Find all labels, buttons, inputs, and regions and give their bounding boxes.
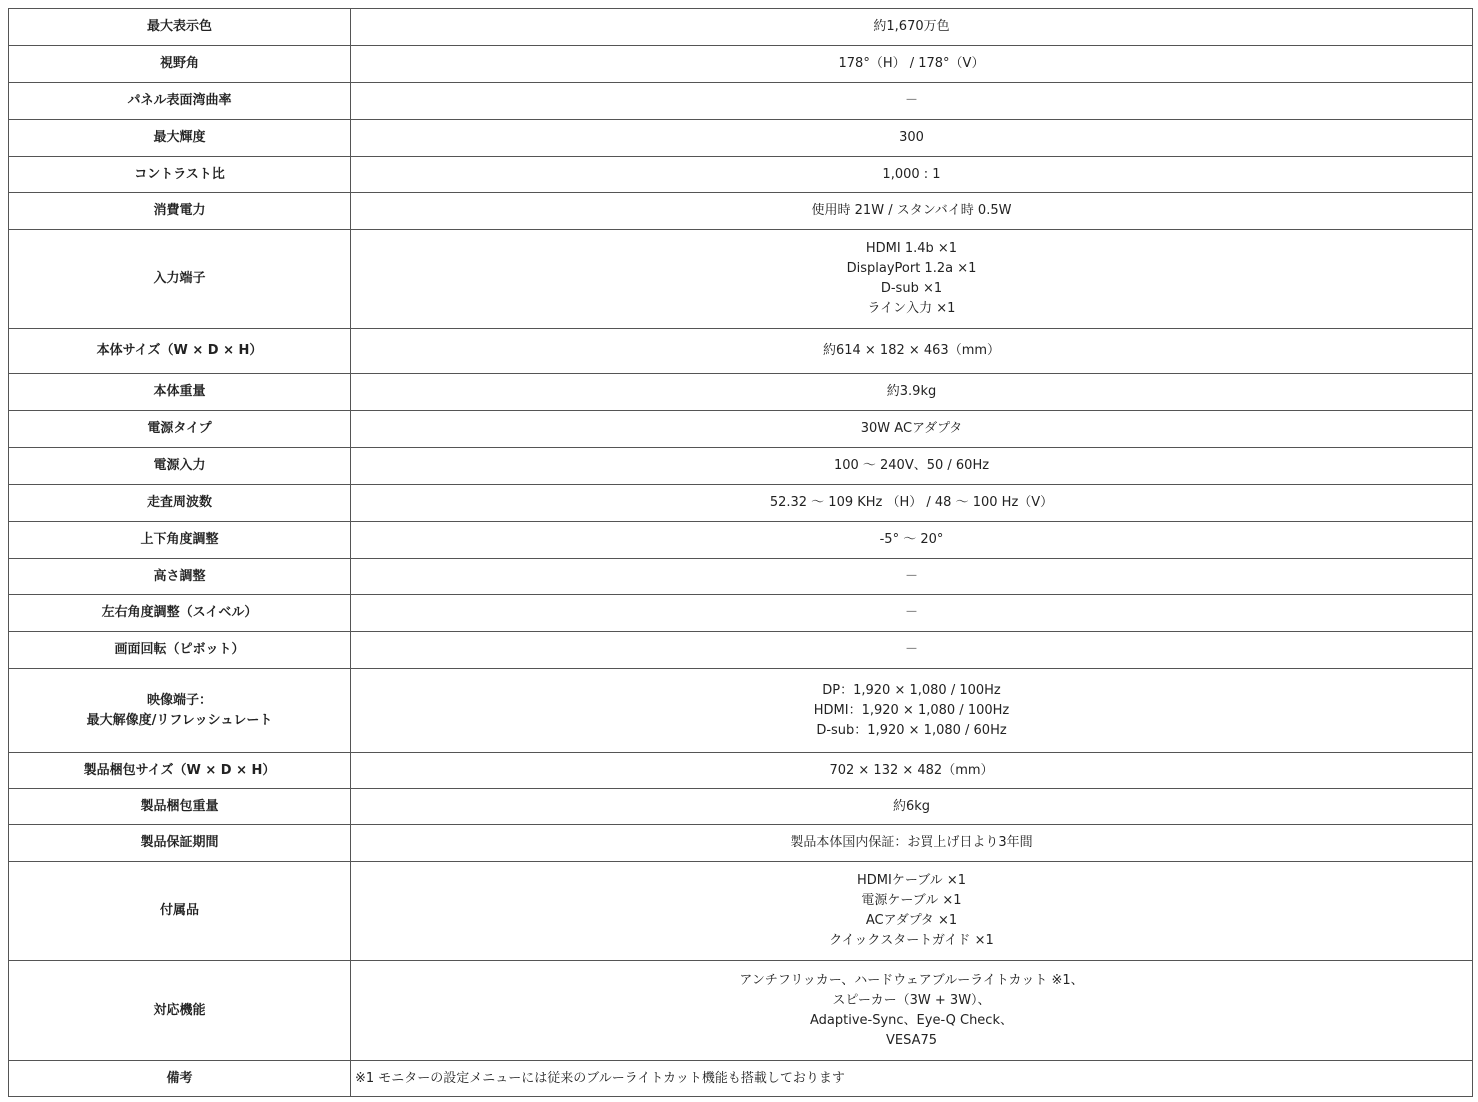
spec-value: 702 × 132 × 482（mm） — [829, 762, 994, 778]
spec-value: 100 ～ 240V、50 / 60Hz — [833, 458, 990, 473]
spec-value: 52.32 ～ 109 KHz （H） / 48 ～ 100 Hz（V） — [769, 495, 1054, 510]
table-row — [9, 374, 1473, 411]
spec-label: 左右角度調整（スイベル） — [101, 605, 258, 620]
spec-value: スピーカー（3W + 3W）、 — [832, 992, 991, 1008]
spec-value: D-sub：1,920 × 1,080 / 60Hz — [816, 722, 1007, 738]
table-row — [9, 559, 1473, 595]
table-row — [9, 595, 1473, 632]
spec-label: 走査周波数 — [146, 495, 212, 510]
spec-label: 上下角度調整 — [140, 532, 219, 547]
spec-value: － — [904, 642, 918, 657]
spec-label: 映像端子： — [146, 692, 212, 708]
table-row — [9, 329, 1473, 374]
spec-value-cell — [351, 230, 1473, 329]
spec-label: 製品保証期間 — [140, 835, 219, 850]
spec-value-cell — [351, 193, 1473, 230]
spec-label: 対応機能 — [153, 1002, 206, 1018]
spec-value: -5° ～ 20° — [879, 532, 944, 547]
spec-value: 使用時 21W / スタンバイ時 0.5W — [811, 203, 1012, 218]
spec-value: 178°（H） / 178°（V） — [838, 56, 985, 71]
table-row — [9, 825, 1473, 862]
spec-label: 最大表示色 — [146, 19, 212, 34]
table-row — [9, 961, 1473, 1061]
spec-value: DisplayPort 1.2a ×1 — [846, 261, 977, 276]
table-row — [9, 485, 1473, 522]
spec-value: アンチフリッカー、ハードウェアブルーライトカット ※1、 — [739, 972, 1084, 988]
spec-label-cell — [9, 448, 351, 485]
spec-label-cell — [9, 9, 351, 46]
spec-label: 入力端子 — [153, 271, 206, 286]
spec-value: 1,000 : 1 — [882, 166, 941, 182]
spec-value-cell — [351, 157, 1473, 193]
spec-label: 電源入力 — [153, 458, 206, 473]
spec-value-cell — [351, 485, 1473, 522]
table-row — [9, 411, 1473, 448]
spec-label-cell — [9, 1061, 351, 1097]
spec-label-cell — [9, 485, 351, 522]
spec-value-cell — [351, 46, 1473, 83]
table-row — [9, 120, 1473, 157]
table-row — [9, 157, 1473, 193]
spec-label: パネル表面湾曲率 — [127, 93, 232, 108]
spec-value: VESA75 — [885, 1032, 938, 1048]
spec-label: 消費電力 — [153, 203, 206, 218]
spec-label-cell — [9, 753, 351, 789]
table-row — [9, 522, 1473, 559]
spec-label: 最大輝度 — [153, 130, 206, 145]
spec-value-cell — [351, 632, 1473, 669]
spec-value: ライン入力 ×1 — [867, 301, 956, 316]
spec-value-cell — [351, 522, 1473, 559]
spec-label-cell — [9, 961, 351, 1061]
table-row — [9, 9, 1473, 46]
table-row — [9, 669, 1473, 753]
spec-label-cell — [9, 559, 351, 595]
spec-value: D-sub ×1 — [880, 281, 943, 296]
spec-label: 視野角 — [159, 56, 199, 71]
spec-value: 約3.9kg — [886, 384, 937, 399]
table-row — [9, 46, 1473, 83]
spec-label-cell — [9, 522, 351, 559]
table-row — [9, 789, 1473, 825]
spec-value-cell — [351, 669, 1473, 753]
table-row — [9, 83, 1473, 120]
spec-label-cell — [9, 120, 351, 157]
spec-value-cell — [351, 559, 1473, 595]
spec-value: － — [904, 605, 918, 620]
spec-label-cell — [9, 83, 351, 120]
spec-value: ※1 モニターの設定メニューには従来のブルーライトカット機能も搭載しております — [355, 1070, 845, 1086]
spec-value-cell — [351, 329, 1473, 374]
spec-label: 本体重量 — [153, 384, 206, 399]
spec-value: 製品本体国内保証：お買上げ日より3年間 — [790, 835, 1033, 850]
spec-value: － — [904, 93, 918, 108]
spec-value: クイックスタートガイド ×1 — [829, 933, 994, 948]
spec-label: 製品梱包重量 — [140, 798, 219, 814]
spec-label: 高さ調整 — [153, 568, 206, 584]
spec-label-cell — [9, 329, 351, 374]
spec-value: 約6kg — [892, 798, 931, 814]
table-row — [9, 193, 1473, 230]
spec-value-cell — [351, 753, 1473, 789]
spec-label-cell — [9, 157, 351, 193]
spec-value-cell — [351, 448, 1473, 485]
spec-value: HDMI 1.4b ×1 — [865, 241, 958, 256]
spec-label: 最大解像度/リフレッシュレート — [86, 712, 273, 728]
spec-value-cell — [351, 595, 1473, 632]
spec-label: 電源タイプ — [147, 421, 212, 436]
spec-label-cell — [9, 862, 351, 961]
spec-value: HDMIケーブル ×1 — [857, 873, 966, 888]
spec-value-cell — [351, 825, 1473, 862]
spec-label-cell — [9, 669, 351, 753]
spec-value: 約1,670万色 — [873, 19, 950, 34]
spec-value: 約614 × 182 × 463（mm） — [822, 343, 1001, 358]
spec-value-cell — [351, 83, 1473, 120]
table-row — [9, 753, 1473, 789]
spec-value: 300 — [899, 130, 924, 145]
spec-table — [8, 8, 1473, 1097]
spec-label-cell — [9, 193, 351, 230]
spec-label-cell — [9, 825, 351, 862]
spec-value-cell — [351, 374, 1473, 411]
spec-value: HDMI：1,920 × 1,080 / 100Hz — [813, 702, 1010, 718]
spec-label-cell — [9, 411, 351, 448]
spec-label-cell — [9, 374, 351, 411]
table-row — [9, 632, 1473, 669]
spec-label-cell — [9, 230, 351, 329]
spec-label: 本体サイズ（W × D × H） — [96, 343, 263, 358]
spec-label-cell — [9, 789, 351, 825]
spec-label: 製品梱包サイズ（W × D × H） — [83, 762, 276, 778]
spec-value: 30W ACアダプタ — [860, 421, 963, 436]
spec-value: ACアダプタ ×1 — [865, 913, 958, 928]
spec-label-cell — [9, 595, 351, 632]
table-row — [9, 230, 1473, 329]
spec-value-cell — [351, 411, 1473, 448]
spec-label-cell — [9, 632, 351, 669]
spec-label: コントラスト比 — [134, 166, 225, 182]
spec-value-cell — [351, 862, 1473, 961]
spec-value-cell — [351, 120, 1473, 157]
table-row — [9, 1061, 1473, 1097]
spec-label: 付属品 — [159, 903, 199, 918]
spec-label: 備考 — [166, 1070, 193, 1086]
spec-label: 画面回転（ピボット） — [114, 642, 245, 657]
spec-value: 電源ケーブル ×1 — [861, 893, 962, 908]
spec-value-cell — [351, 789, 1473, 825]
spec-table-body — [9, 9, 1473, 1097]
spec-value: － — [904, 568, 918, 584]
spec-value: DP：1,920 × 1,080 / 100Hz — [822, 682, 1001, 698]
table-row — [9, 448, 1473, 485]
spec-value-cell — [351, 961, 1473, 1061]
spec-value-cell — [351, 1061, 1473, 1097]
spec-value-cell — [351, 9, 1473, 46]
spec-value: Adaptive-Sync、Eye-Q Check、 — [810, 1012, 1013, 1028]
spec-label-cell — [9, 46, 351, 83]
table-row — [9, 862, 1473, 961]
